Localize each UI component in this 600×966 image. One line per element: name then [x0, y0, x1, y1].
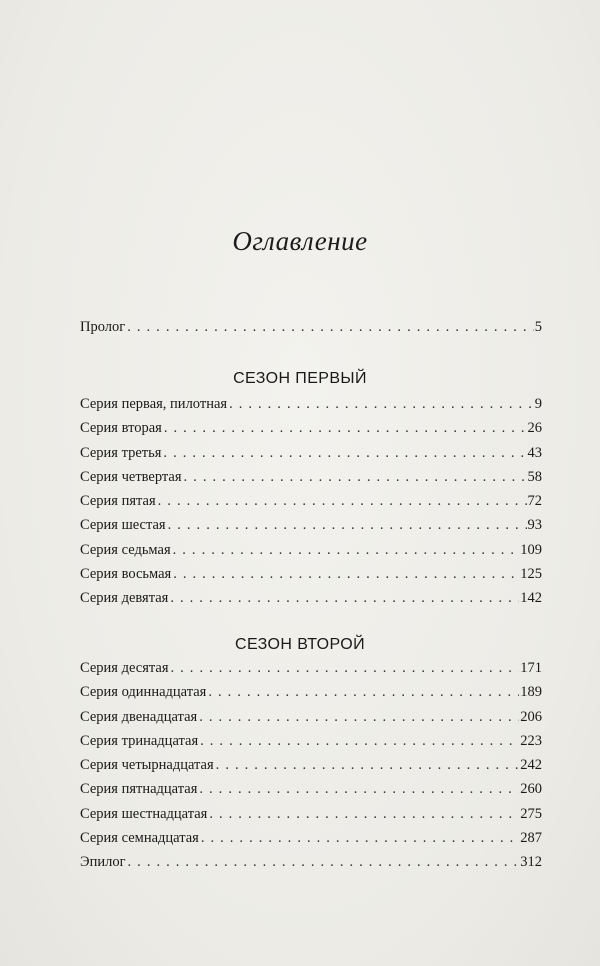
entry-label: Серия третья	[80, 444, 162, 461]
toc-entry	[80, 542, 542, 566]
toc-entry	[80, 469, 542, 493]
toc-entry	[80, 566, 542, 590]
dot-leader	[127, 319, 534, 336]
entry-page: 275	[520, 805, 542, 822]
entry-label: Серия тринадцатая	[80, 732, 199, 749]
entry-page: 171	[520, 660, 542, 676]
entry-label: Серия пятая	[80, 493, 156, 510]
entry-page: 142	[520, 590, 542, 607]
toc-entry	[80, 709, 542, 733]
entry-label: Серия шестая	[80, 517, 166, 534]
entry-page: 312	[520, 854, 542, 871]
toc-entry	[80, 396, 542, 420]
entry-label: Серия вторая	[80, 420, 162, 437]
entry-label: Серия четырнадцатая	[80, 757, 214, 774]
entry-page: 26	[527, 420, 542, 437]
dot-leader	[128, 854, 520, 871]
dot-leader	[163, 445, 526, 462]
dot-leader	[164, 420, 527, 437]
dot-leader	[199, 781, 519, 798]
entry-page: 5	[534, 319, 542, 335]
entry-page: 206	[520, 708, 542, 725]
entry-page: 189	[520, 684, 542, 701]
toc-entry	[80, 806, 542, 830]
dot-leader	[209, 806, 519, 823]
dot-leader	[199, 709, 519, 726]
entry-page: 223	[520, 732, 542, 749]
entry-label: Эпилог	[80, 854, 126, 871]
entry-page: 260	[520, 781, 542, 798]
entry-label: Серия десятая	[80, 660, 169, 676]
dot-leader	[184, 469, 527, 486]
toc-entry	[80, 590, 542, 614]
entry-page: 58	[527, 468, 542, 485]
entry-page: 109	[520, 541, 542, 558]
toc-season-two	[80, 660, 542, 879]
page-title: Оглавление	[232, 226, 368, 256]
toc-entry	[80, 493, 542, 517]
entry-page: 287	[520, 830, 542, 847]
season-two-heading: СЕЗОН ВТОРОЙ	[235, 636, 365, 653]
entry-page: 9	[534, 396, 542, 412]
entry-label: Серия восьмая	[80, 566, 172, 583]
dot-leader	[201, 830, 519, 847]
entry-page: 93	[527, 517, 542, 534]
dot-leader	[216, 757, 520, 774]
dot-leader	[170, 590, 519, 607]
season-one-heading: СЕЗОН ПЕРВЫЙ	[233, 370, 367, 387]
entry-label: Серия седьмая	[80, 541, 171, 558]
toc-entry	[80, 757, 542, 781]
entry-page: 242	[520, 757, 542, 774]
entry-label: Серия шестнадцатая	[80, 805, 208, 822]
dot-leader	[171, 660, 520, 677]
toc-entry	[80, 319, 542, 343]
toc-entry	[80, 445, 542, 469]
toc-entry	[80, 684, 542, 708]
toc-entry	[80, 733, 542, 757]
dot-leader	[173, 566, 519, 583]
entry-label: Серия семнадцатая	[80, 830, 199, 847]
entry-label: Серия четвертая	[80, 468, 182, 485]
dot-leader	[208, 684, 519, 701]
toc-entry	[80, 830, 542, 854]
toc-entry-epilogue	[80, 854, 542, 878]
entry-label: Пролог	[80, 319, 126, 335]
dot-leader	[168, 517, 527, 534]
toc-entry	[80, 420, 542, 444]
entry-label: Серия девятая	[80, 590, 169, 607]
dot-leader	[173, 542, 520, 559]
dot-leader	[229, 396, 534, 413]
entry-label: Серия пятнадцатая	[80, 781, 198, 798]
entry-label: Серия двенадцатая	[80, 708, 198, 725]
toc-season-one	[80, 396, 542, 615]
entry-label: Серия одиннадцатая	[80, 684, 207, 701]
dot-leader	[158, 493, 527, 510]
toc-entry	[80, 781, 542, 805]
toc-prologue	[80, 319, 542, 343]
entry-page: 43	[527, 444, 542, 461]
toc-entry	[80, 517, 542, 541]
entry-page: 125	[520, 566, 542, 583]
entry-label: Серия первая, пилотная	[80, 396, 228, 412]
toc-entry	[80, 660, 542, 684]
dot-leader	[200, 733, 519, 750]
entry-page: 72	[527, 493, 542, 510]
